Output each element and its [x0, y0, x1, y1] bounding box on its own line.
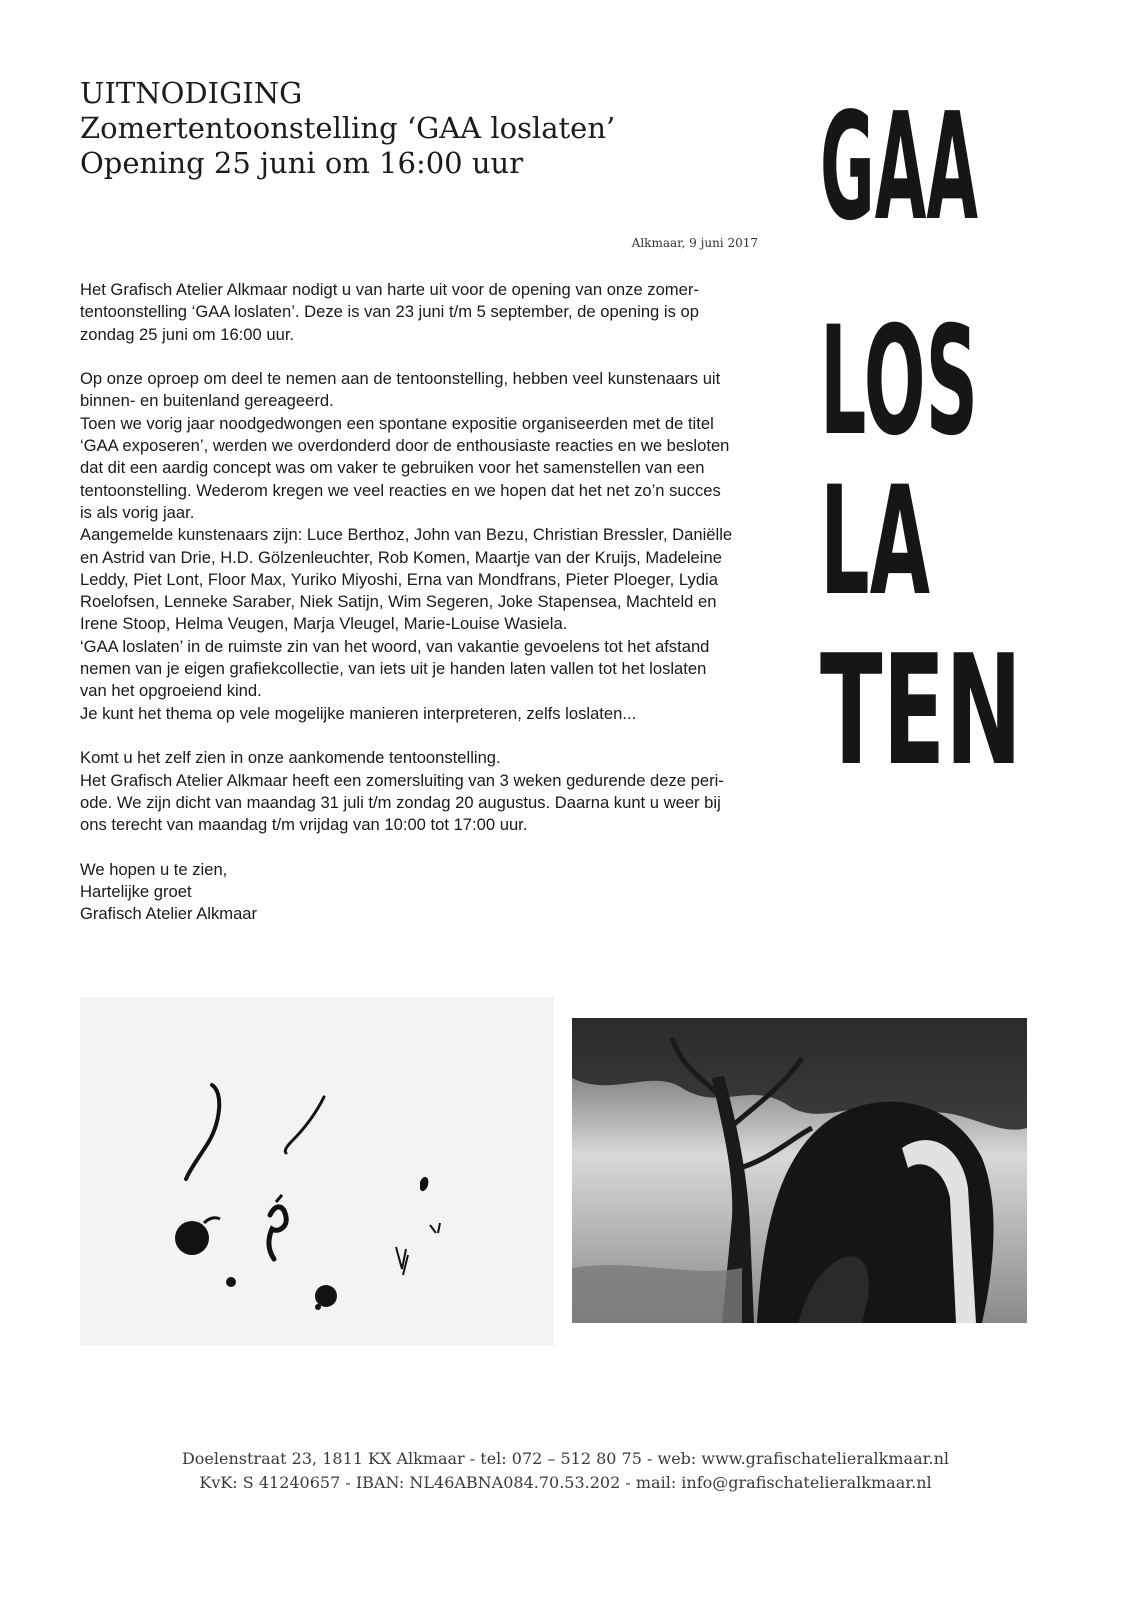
text-line: Het Grafisch Atelier Alkmaar nodigt u van harte uit voor de opening van onze zomer-: [80, 280, 699, 299]
paragraph-gap: [80, 836, 770, 858]
text-line: Leddy, Piet Lont, Floor Max, Yuriko Miyoshi, Erna van Mondfrans, Pieter Ploeger, Lydia: [80, 569, 718, 589]
text-line: Je kunt het thema op vele mogelijke manieren interpreteren, zelfs loslaten...: [80, 703, 637, 723]
footer-contact: [0, 1447, 1131, 1495]
poster-line-la: LA: [820, 455, 930, 629]
paragraph-intro: [80, 279, 770, 346]
poster-line-ten: TEN: [820, 622, 1022, 799]
text-line: zondag 25 juni om 16:00 uur.: [80, 324, 295, 344]
opening-date: Opening 25 juni om 16:00 uur: [80, 146, 524, 180]
text-line: ons terecht van maandag t/m vrijdag van 10:00 tot 17:00 uur.: [80, 815, 528, 835]
artwork-tree-etching: [572, 1018, 1027, 1323]
paragraph-gap: [80, 725, 770, 747]
letter-date: Alkmaar, 9 juni 2017: [631, 236, 758, 250]
paragraph-artists: [80, 368, 770, 725]
paragraph-closing-info: [80, 747, 770, 836]
exhibition-title: Zomertentoonstelling ‘GAA loslaten’: [80, 111, 616, 145]
text-line: binnen- en buitenland gereageerd.: [80, 391, 334, 411]
text-line: tentoonstelling ‘GAA loslaten’. Deze is van 23 juni t/m 5 september, de opening is op: [80, 302, 699, 322]
text-line: ‘GAA loslaten’ in de ruimste zin van het woord, van vakantie gevoelens tot het afstand: [80, 636, 710, 656]
text-line: Grafisch Atelier Alkmaar: [80, 904, 258, 924]
poster-line-los: LOS: [820, 295, 978, 469]
text-line: tentoonstelling. Wederom kregen we veel reacties en we hopen dat het net zo’n succes: [80, 480, 721, 500]
paragraph-gap: [80, 346, 770, 368]
text-line: Aangemelde kunstenaars zijn: Luce Berthoz, John van Bezu, Christian Bressler, Daniëlle: [80, 525, 733, 545]
text-line: Op onze oproep om deel te nemen aan de tentoonstelling, hebben veel kunstenaars uit: [80, 369, 721, 389]
text-line: Irene Stoop, Helma Veugen, Marja Vleugel, Marie-Louise Wasiela.: [80, 614, 568, 634]
text-line: en Astrid van Drie, H.D. Gölzenleuchter, Rob Komen, Maartje van der Kruijs, Madeleine: [80, 547, 722, 567]
text-line: Hartelijke groet: [80, 882, 192, 902]
text-line: nemen van je eigen grafiekcollectie, van iets uit je handen laten vallen tot het loslaten: [80, 659, 707, 679]
text-line: Roelofsen, Lenneke Saraber, Niek Satijn, Wim Segeren, Joke Stapensea, Machteld en: [80, 592, 717, 612]
invitation-heading: [80, 76, 800, 181]
poster-line-gaa: GAA: [820, 81, 978, 253]
text-line: ‘GAA exposeren’, werden we overdonderd door de enthousiaste reacties en we besloten: [80, 436, 730, 456]
artwork-ink-drops-print: [80, 997, 554, 1346]
footer-address-line: Doelenstraat 23, 1811 KX Alkmaar - tel: 072 – 512 80 75 - web: www.grafischatelieralkmaar.nl: [181, 1449, 950, 1468]
text-line: We hopen u te zien,: [80, 859, 228, 879]
invitation-title: UITNODIGING: [80, 76, 303, 110]
text-line: Toen we vorig jaar noodgedwongen een spontane expositie organiseerden met de titel: [80, 413, 714, 433]
text-line: is als vorig jaar.: [80, 502, 195, 522]
text-line: Het Grafisch Atelier Alkmaar heeft een zomersluiting van 3 weken gedurende deze peri-: [80, 770, 724, 790]
text-line: ode. We zijn dicht van maandag 31 juli t/m zondag 20 augustus. Daarna kunt u weer bij: [80, 792, 721, 812]
letter-body: [80, 279, 770, 926]
gaa-loslaten-poster: [820, 78, 1040, 799]
text-line: van het opgroeiend kind.: [80, 681, 262, 701]
signature-block: [80, 859, 770, 926]
text-line: Komt u het zelf zien in onze aankomende tentoonstelling.: [80, 748, 501, 768]
footer-bank-line: KvK: S 41240657 - IBAN: NL46ABNA084.70.53.202 - mail: info@grafischatelieralkmaar.nl: [199, 1473, 932, 1492]
text-line: dat dit een aardig concept was om vaker te gebruiken voor het samenstellen van een: [80, 458, 705, 478]
